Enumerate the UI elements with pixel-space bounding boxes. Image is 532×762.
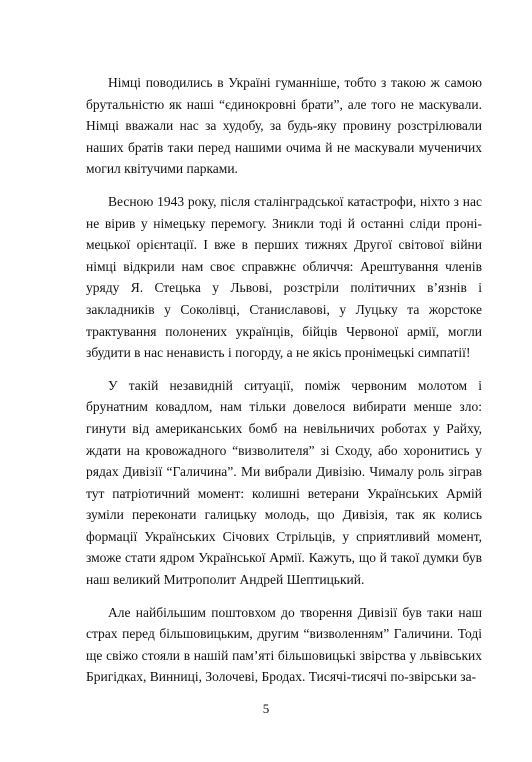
page-number: 5 [262,701,270,716]
text-body [86,72,482,699]
paragraph-3: У такій незавидній ситуації, поміж червоним молотом і брунатним ковадлом, нам тільки довелося вибирати менше зло: гинути від американських бомб на невільничих роботах у Райху, ждати на кровожадного “визволителя” зі Сходу, або хоронитись у рядах Дивізії “Галичина”. Ми вибрали Дивізію. Чималу роль зіграв тут патріотичний момент: колишні ветерани Українських Армій зуміли переконати галицьку молодь, що Дивізія, так як колись формації Українських Січових Стрільців, у сприятливий момент, зможе стати ядром Української Армії. Кажуть, що й такої думки був наш великий Митрополит Андрей Шептицький. [86,377,482,588]
paragraph-4: Але найбільшим поштовхом до творення Дивізії був таки наш страх перед більшовицьким, другим “визволенням” Галичини. Тоді ще свіжо стояли в нашій пам’яті більшовицькі звірства у львівських Бригідках, Винниці, Золочеві, Бродах. Тисячі-тисячі по-звірськи за- [86,604,482,685]
paragraph-1: Німці поводились в Україні гуманніше, тобто з такою ж самою брутальністю як наші “єдинокровні брати”, але того не маскували. Німці вважали нас за худобу, за будь-яку провину розстрілювали наших братів таки перед нашими очима й не маскували мученичих могил квітучими парками. [86,75,482,177]
paragraph-2: Весною 1943 року, після сталінградської катастрофи, ніхто з нас не вірив у німецьку перемогу. Зникли тоді й останні сліди пронімецької орієнтації. І вже в перших тижнях Другої світової війни німці відкрили нам своє справжнє обличчя: Арештування членів уряду Я. Стецька у Львові, розстріли політичних в’язнів і закладників у Соколівці, Станиславові, у Луцьку та жорстоке трактування полонених українців, бійців Червоної армії, могли збудити в нас ненависть і погорду, а не якісь пронімецькі симпатії! [86,193,482,361]
